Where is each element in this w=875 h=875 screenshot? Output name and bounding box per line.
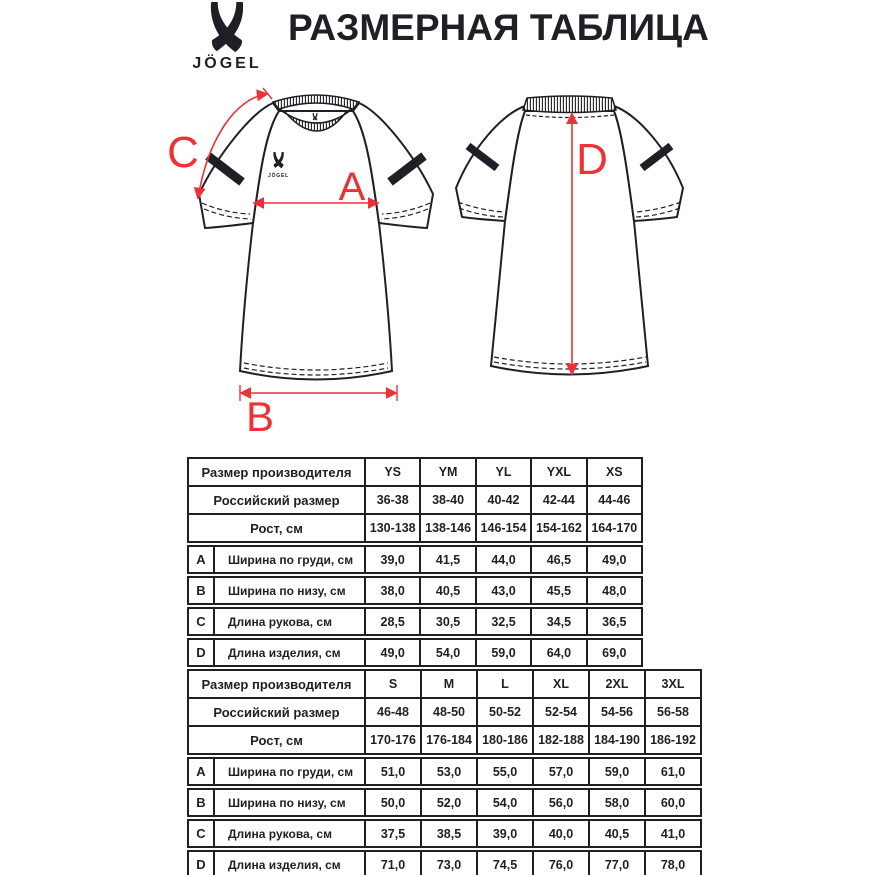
measure-value: 40,5: [419, 578, 474, 603]
header-row-value: 146-154: [475, 515, 530, 541]
header-row: [189, 697, 700, 725]
measure-value: 73,0: [420, 852, 476, 875]
measure-label: Длина рукова, см: [213, 821, 364, 846]
header-row-value: 44-46: [586, 487, 641, 513]
header-row-value: 154-162: [530, 515, 585, 541]
header-row-value: 176-184: [420, 727, 476, 753]
measurement-row-a: [187, 545, 643, 574]
header-row-value: 164-170: [586, 515, 641, 541]
measure-letter: B: [196, 583, 206, 598]
measure-value: 40,0: [532, 821, 588, 846]
measure-value: 30,5: [419, 609, 474, 634]
measure-value: 41,5: [419, 547, 474, 572]
measure-letter: D: [196, 645, 206, 660]
measure-value: 76,0: [532, 852, 588, 875]
measure-value: 61,0: [644, 759, 700, 784]
measure-value: 54,0: [476, 790, 532, 815]
header-row-value: YS: [364, 459, 419, 485]
header-row-value: 36-38: [364, 487, 419, 513]
header-row: [189, 459, 641, 485]
header-row: [189, 725, 700, 753]
header-row-value: YXL: [530, 459, 585, 485]
measure-value: 54,0: [419, 640, 474, 665]
brand-wordmark: JÖGEL: [192, 55, 262, 72]
header-row-value: 130-138: [364, 515, 419, 541]
measure-value: 58,0: [588, 790, 644, 815]
back-shirt-diagram: [448, 86, 698, 386]
measure-value: 39,0: [364, 547, 419, 572]
header-row-value: S: [364, 671, 420, 697]
measure-label: Длина изделия, см: [213, 640, 364, 665]
measure-value: 78,0: [644, 852, 700, 875]
measure-label: Ширина по груди, см: [213, 759, 364, 784]
header-row-value: 3XL: [644, 671, 700, 697]
measure-value: 53,0: [420, 759, 476, 784]
header-row-value: 40-42: [475, 487, 530, 513]
measure-label: Ширина по низу, см: [213, 578, 364, 603]
measure-value: 32,5: [475, 609, 530, 634]
measure-value: 44,0: [475, 547, 530, 572]
measurement-row-d: [187, 638, 643, 667]
header-row-value: YL: [475, 459, 530, 485]
header-row-value: M: [420, 671, 476, 697]
antlers-v-icon: [206, 2, 248, 54]
measure-letter: B: [196, 795, 206, 810]
measure-value: 59,0: [475, 640, 530, 665]
header-row: [189, 671, 700, 697]
header-row-value: XL: [532, 671, 588, 697]
measure-value: 39,0: [476, 821, 532, 846]
measure-label-b: B: [245, 393, 275, 436]
measure-value: 49,0: [586, 547, 641, 572]
measure-label-d: D: [576, 135, 608, 184]
header-row-label: Рост, см: [250, 732, 303, 748]
measurement-row-b: [187, 788, 702, 817]
measure-label-c: C: [167, 128, 199, 177]
front-shirt-diagram: [160, 86, 460, 436]
measure-value: 48,0: [586, 578, 641, 603]
header-row-label: Российский размер: [213, 704, 340, 720]
measure-label: Ширина по низу, см: [213, 790, 364, 815]
header-row-value: 48-50: [420, 699, 476, 725]
measure-value: 74,5: [476, 852, 532, 875]
measure-value: 37,5: [364, 821, 420, 846]
measure-value: 36,5: [586, 609, 641, 634]
measure-value: 46,5: [530, 547, 585, 572]
measure-value: 77,0: [588, 852, 644, 875]
header-row-value: 184-190: [588, 727, 644, 753]
measure-value: 50,0: [364, 790, 420, 815]
measure-value: 49,0: [364, 640, 419, 665]
measure-label-a: A: [338, 165, 366, 209]
back-collar-band: [523, 96, 616, 113]
measurement-row-b: [187, 576, 643, 605]
measure-label: Длина рукова, см: [213, 609, 364, 634]
header-row-value: L: [476, 671, 532, 697]
measure-value: 59,0: [588, 759, 644, 784]
header-row-value: 182-188: [532, 727, 588, 753]
measure-value: 41,0: [644, 821, 700, 846]
measure-value: 52,0: [420, 790, 476, 815]
measure-value: 60,0: [644, 790, 700, 815]
measure-value: 34,5: [530, 609, 585, 634]
measure-value: 57,0: [532, 759, 588, 784]
header-row-value: 38-40: [419, 487, 474, 513]
header-row-label: Рост, см: [250, 520, 303, 536]
measure-value: 69,0: [586, 640, 641, 665]
page-title: РАЗМЕРНАЯ ТАБЛИЦА: [288, 7, 709, 48]
header-row-value: YM: [419, 459, 474, 485]
header-row-value: 170-176: [364, 727, 420, 753]
header-row-value: 42-44: [530, 487, 585, 513]
header-row-label: Размер производителя: [201, 676, 352, 692]
size-table-adult: [187, 669, 702, 875]
measure-letter: D: [196, 857, 206, 872]
header-row-label: Российский размер: [213, 492, 340, 508]
header-row-value: 56-58: [644, 699, 700, 725]
measure-value: 55,0: [476, 759, 532, 784]
header-row: [189, 513, 641, 541]
header-row-value: 2XL: [588, 671, 644, 697]
table-header-block: [187, 669, 702, 755]
measure-value: 56,0: [532, 790, 588, 815]
measurement-row-d: [187, 850, 702, 875]
measure-value: 43,0: [475, 578, 530, 603]
measurement-row-c: [187, 607, 643, 636]
measure-value: 64,0: [530, 640, 585, 665]
measure-c-tick: [263, 88, 272, 99]
measure-label: Длина изделия, см: [213, 852, 364, 875]
measure-value: 38,5: [420, 821, 476, 846]
header-row-value: XS: [586, 459, 641, 485]
measure-letter: C: [196, 826, 206, 841]
header-row-value: 180-186: [476, 727, 532, 753]
header-row-value: 54-56: [588, 699, 644, 725]
measure-value: 45,5: [530, 578, 585, 603]
measure-value: 71,0: [364, 852, 420, 875]
measure-value: 40,5: [588, 821, 644, 846]
header-row-value: 46-48: [364, 699, 420, 725]
chest-logo-text: JÖGEL: [268, 173, 289, 179]
header-row-value: 50-52: [476, 699, 532, 725]
measure-letter: C: [196, 614, 206, 629]
measure-label: Ширина по груди, см: [213, 547, 364, 572]
header-row-value: 52-54: [532, 699, 588, 725]
measure-letter: A: [196, 552, 206, 567]
measurement-row-a: [187, 757, 702, 786]
front-collar-back-band: [273, 95, 359, 109]
measurement-row-c: [187, 819, 702, 848]
measure-value: 38,0: [364, 578, 419, 603]
header-row-value: 138-146: [419, 515, 474, 541]
table-header-block: [187, 457, 643, 543]
measure-value: 28,5: [364, 609, 419, 634]
header-row-label: Размер производителя: [201, 464, 352, 480]
measure-value: 51,0: [364, 759, 420, 784]
header-row-value: 186-192: [644, 727, 700, 753]
header-row: [189, 485, 641, 513]
size-table-youth: [187, 457, 643, 667]
measure-letter: A: [196, 764, 206, 779]
